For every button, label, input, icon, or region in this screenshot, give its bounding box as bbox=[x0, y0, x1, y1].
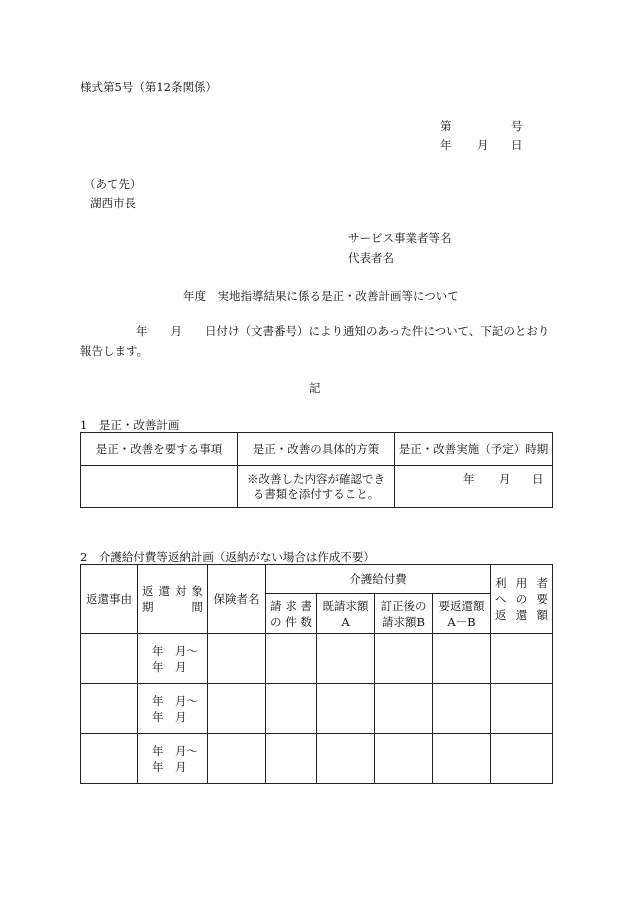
correction-plan-table bbox=[80, 432, 553, 508]
refund-plan-table bbox=[80, 564, 553, 784]
table-row bbox=[81, 684, 553, 734]
number-go: 号 bbox=[511, 119, 523, 133]
row-period: 年 月～ 年 月 bbox=[138, 734, 208, 784]
header-reason: 返還事由 bbox=[81, 565, 138, 634]
date-day: 日 bbox=[511, 138, 523, 152]
attachment-note-2: る書類を添付すること。 bbox=[252, 486, 380, 501]
table-row bbox=[81, 734, 553, 784]
section1-heading: 1 是正・改善計画 bbox=[80, 418, 180, 432]
header-corrected-b: 訂正後の 請求額B bbox=[375, 594, 433, 634]
attachment-note-1: ※改善した内容が確認でき bbox=[247, 471, 385, 486]
header-measure: 是正・改善の具体的方策 bbox=[238, 433, 395, 466]
row-period: 年 月～ 年 月 bbox=[138, 684, 208, 734]
sender-business: サービス事業者等名 bbox=[348, 231, 452, 245]
ki-marker: 記 bbox=[309, 381, 321, 395]
body-line-2: 報告します。 bbox=[80, 344, 149, 358]
date-month: 月 bbox=[477, 138, 489, 152]
sender-rep: 代表者名 bbox=[348, 251, 394, 265]
header-item: 是正・改善を要する事項 bbox=[81, 433, 238, 466]
addressee-label: （あて先） bbox=[84, 177, 142, 191]
section2-heading: 2 介護給付費等返納計画（返納がない場合は作成不要） bbox=[80, 550, 375, 564]
header-refund-amount: 要返還額 A－B bbox=[433, 594, 491, 634]
document-title: 年度 実地指導結果に係る是正・改善計画等について bbox=[183, 289, 459, 303]
header-invoice-count: 請求書 の件数 bbox=[266, 594, 317, 634]
header-insurer: 保険者名 bbox=[208, 565, 266, 634]
date-year: 年 bbox=[440, 138, 452, 152]
schedule-year: 年 bbox=[463, 472, 475, 486]
header-schedule: 是正・改善実施（予定）時期 bbox=[395, 433, 553, 466]
number-dai: 第 bbox=[440, 119, 452, 133]
schedule-cell bbox=[395, 466, 553, 508]
form-label: 様式第5号（第12条関係） bbox=[80, 80, 217, 94]
body-line-1: 年 月 日付け（文書番号）により通知のあった件について、下記のとおり bbox=[136, 324, 550, 338]
item-cell bbox=[81, 466, 238, 508]
header-period: 返還対象 期間 bbox=[138, 565, 208, 634]
addressee-name: 湖西市長 bbox=[90, 196, 136, 210]
schedule-month: 月 bbox=[499, 472, 511, 486]
header-billed-a: 既請求額 A bbox=[317, 594, 375, 634]
row-period: 年 月～ 年 月 bbox=[138, 634, 208, 684]
table-row bbox=[81, 634, 553, 684]
header-user-refund: 利用者 への要 返還額 bbox=[491, 565, 553, 634]
schedule-day: 日 bbox=[532, 472, 544, 486]
header-benefit: 介護給付費 bbox=[266, 565, 491, 594]
measure-cell bbox=[238, 466, 395, 508]
